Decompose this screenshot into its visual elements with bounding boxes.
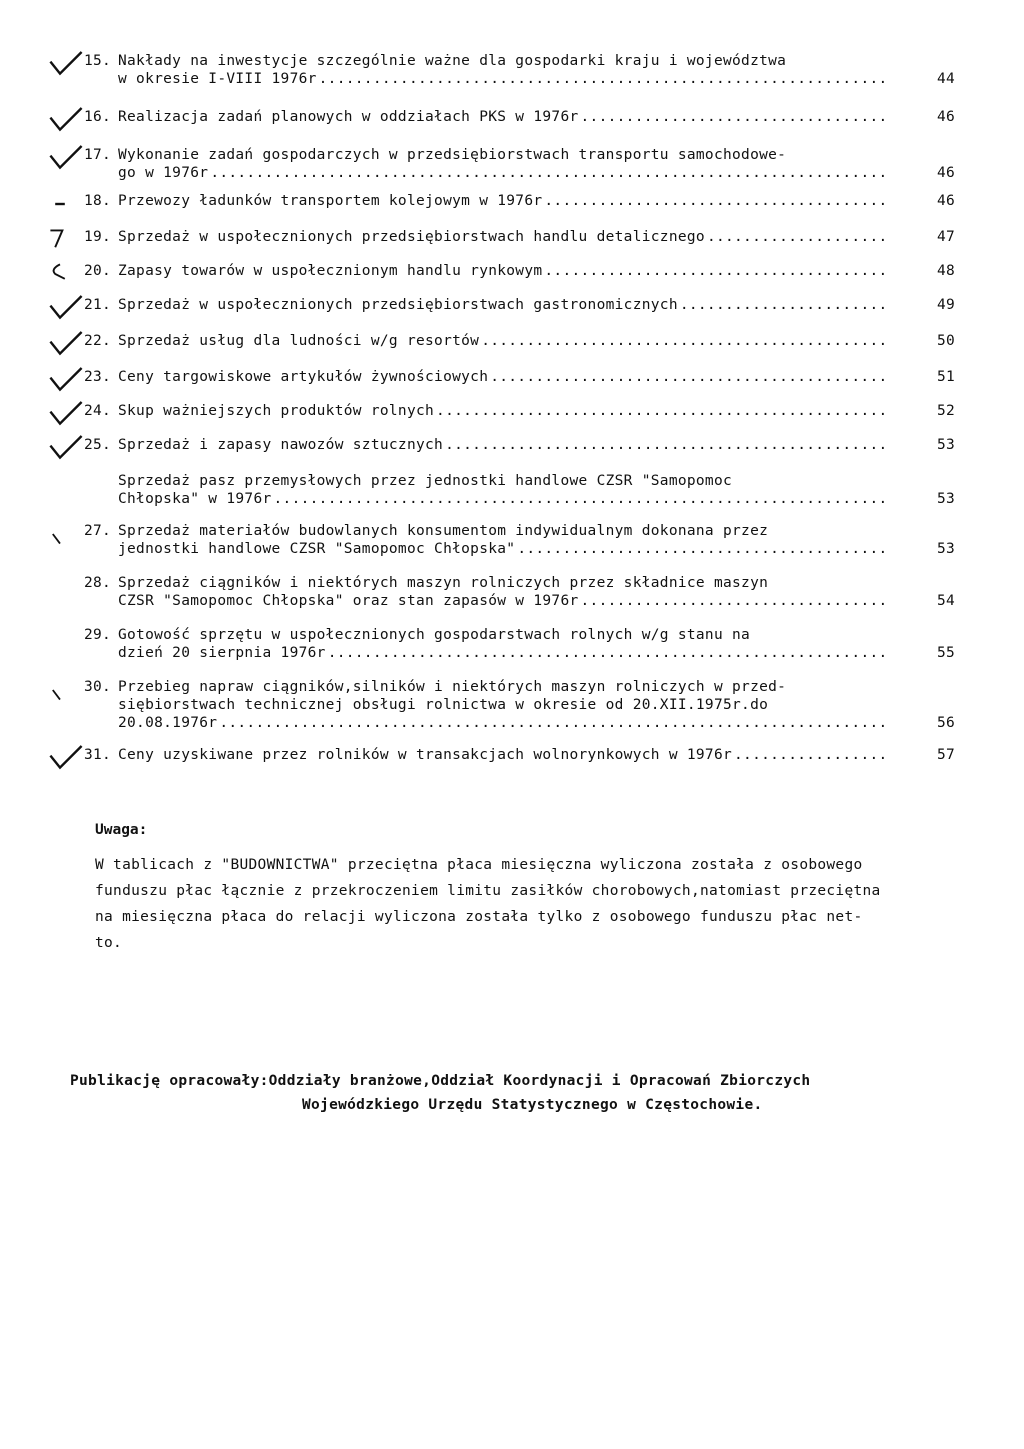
toc-entry-number: 29. (84, 627, 112, 643)
toc-entry-title (118, 436, 888, 454)
toc-entry-page-number: 53 (936, 491, 955, 507)
toc-entry-title (118, 402, 888, 420)
dot-leader (436, 402, 888, 420)
credits-line-2: Wojewódzkiego Urzędu Statystycznego w Częstochowie. (302, 1097, 763, 1113)
toc-entry-title-line: Wykonanie zadań gospodarczych w przedsiębiorstwach transportu samochodowe- (118, 147, 787, 163)
toc-entry-number: 17. (84, 147, 112, 163)
toc-entry-title (118, 472, 888, 508)
toc-entry-title-line: jednostki handlowe CZSR "Samopomoc Chłopska" (118, 541, 516, 557)
dot-leader (490, 368, 888, 386)
toc-entry-title (118, 146, 888, 182)
toc-entry-number: 28. (84, 575, 112, 591)
handwritten-check-mark-icon (48, 678, 84, 702)
toc-entry-page-number: 56 (936, 715, 955, 731)
toc-entry-title (118, 678, 888, 732)
toc-entry-page-number: 46 (936, 109, 955, 125)
toc-entry-title-line: 20.08.1976r (118, 715, 218, 731)
toc-entry-number: 27. (84, 523, 112, 539)
dot-leader (581, 592, 888, 610)
toc-entry-title-line: Przewozy ładunków transportem kolejowym w 1976r (118, 193, 543, 209)
dot-leader (517, 540, 888, 558)
toc-entry-title-line: Sprzedaż materiałów budowlanych konsumentom indywidualnym dokonana przez (118, 523, 769, 539)
toc-entry-title (118, 746, 888, 764)
toc-entry-title (118, 522, 888, 558)
toc-entry-title-line: Nakłady na inwestycje szczególnie ważne dla gospodarki kraju i województwa (118, 53, 787, 69)
handwritten-check-mark-icon (48, 108, 84, 132)
toc-entry-title-line: Sprzedaż i zapasy nawozów sztucznych (118, 437, 444, 453)
handwritten-check-mark-icon (48, 574, 84, 598)
dot-leader (707, 228, 888, 246)
toc-entry-title-line: Sprzedaż w uspołecznionych przedsiębiorstwach gastronomicznych (118, 297, 678, 313)
dot-leader (680, 296, 888, 314)
note-line: to. (95, 935, 123, 951)
toc-entry-number: 30. (84, 679, 112, 695)
toc-entry-title (118, 52, 888, 88)
note-line: na miesięczna płaca do relacji wyliczona została tylko z osobowego funduszu płac net- (95, 909, 863, 925)
toc-entry-title-line: Sprzedaż w uspołecznionych przedsiębiorstwach handlu detalicznego (118, 229, 705, 245)
toc-entry-page-number: 51 (936, 369, 955, 385)
dot-leader (581, 108, 888, 126)
toc-entry-title-line: w okresie I-VIII 1976r (118, 71, 317, 87)
toc-entry-title-line: Sprzedaż pasz przemysłowych przez jednostki handlowe CZSR "Samopomoc (118, 473, 733, 489)
toc-entry-title-line: dzień 20 sierpnia 1976r (118, 645, 326, 661)
toc-entry-number: 20. (84, 263, 112, 279)
handwritten-check-mark-icon (48, 262, 84, 286)
toc-entry-title-line: Zapasy towarów w uspołecznionym handlu rynkowym (118, 263, 543, 279)
note-line: W tablicach z "BUDOWNICTWA" przeciętna płaca miesięczna wyliczona została z osobowego (95, 857, 863, 873)
toc-entry-page-number: 47 (936, 229, 955, 245)
toc-entry-page-number: 46 (936, 193, 955, 209)
toc-entry-title-line: Sprzedaż ciągników i niektórych maszyn rolniczych przez składnice maszyn (118, 575, 769, 591)
dot-leader (544, 262, 888, 280)
toc-entry-page-number: 53 (936, 437, 955, 453)
note-title: Uwaga: (95, 822, 148, 838)
handwritten-check-mark-icon (48, 146, 84, 170)
handwritten-check-mark-icon (48, 402, 84, 426)
toc-entry-number: 22. (84, 333, 112, 349)
toc-entry-title (118, 192, 888, 210)
publication-credits (70, 1073, 970, 1113)
toc-entry-title-line: siębiorstwach technicznej obsługi rolnictwa w okresie od 20.XII.1975r.do (118, 697, 769, 713)
handwritten-check-mark-icon (48, 436, 84, 460)
toc-entry-page-number: 53 (936, 541, 955, 557)
dot-leader (210, 164, 888, 182)
toc-entry-title (118, 368, 888, 386)
handwritten-check-mark-icon (48, 296, 84, 320)
handwritten-check-mark-icon (48, 332, 84, 356)
dot-leader (544, 192, 888, 210)
toc-entry-number: 31. (84, 747, 112, 763)
toc-entry-number: 19. (84, 229, 112, 245)
toc-entry-title-line: Przebieg napraw ciągników,silników i niektórych maszyn rolniczych w przed- (118, 679, 787, 695)
toc-entry-title-line: go w 1976r (118, 165, 209, 181)
dot-leader (445, 436, 888, 454)
dot-leader (274, 490, 888, 508)
handwritten-check-mark-icon (48, 522, 84, 546)
toc-entry-title (118, 574, 888, 610)
credits-line-1: Publikację opracowały:Oddziały branżowe,Oddział Koordynacji i Opracowań Zbiorczych (70, 1073, 811, 1089)
toc-entry-number: 18. (84, 193, 112, 209)
handwritten-check-mark-icon (48, 192, 84, 216)
toc-entry-title-line: Ceny targowiskowe artykułów żywnościowych (118, 369, 489, 385)
toc-entry-page-number: 57 (936, 747, 955, 763)
toc-entry-page-number: 54 (936, 593, 955, 609)
toc-entry-title-line: Realizacja zadań planowych w oddziałach PKS w 1976r (118, 109, 579, 125)
toc-entry-page-number: 44 (936, 71, 955, 87)
toc-entry-number: 25. (84, 437, 112, 453)
dot-leader (219, 714, 888, 732)
toc-entry-number: 15. (84, 53, 112, 69)
toc-entry-page-number: 48 (936, 263, 955, 279)
toc-entry-number: 16. (84, 109, 112, 125)
handwritten-check-mark-icon (48, 368, 84, 392)
toc-entry-title-line: CZSR "Samopomoc Chłopska" oraz stan zapasów w 1976r (118, 593, 579, 609)
toc-entry-number: 23. (84, 369, 112, 385)
note-body (95, 852, 965, 956)
dot-leader (319, 70, 888, 88)
dot-leader (734, 746, 888, 764)
dot-leader (328, 644, 888, 662)
note-line: funduszu płac łącznie z przekroczeniem limitu zasiłków chorobowych,natomiast przeciętna (95, 883, 881, 899)
toc-entry-page-number: 52 (936, 403, 955, 419)
toc-entry-title (118, 108, 888, 126)
handwritten-check-mark-icon (48, 626, 84, 650)
toc-entry-page-number: 50 (936, 333, 955, 349)
handwritten-check-mark-icon (48, 228, 84, 252)
toc-entry-page-number: 46 (936, 165, 955, 181)
toc-entry-title-line: Skup ważniejszych produktów rolnych (118, 403, 435, 419)
toc-entry-page-number: 49 (936, 297, 955, 313)
toc-entry-title (118, 262, 888, 280)
toc-entry-number: 24. (84, 403, 112, 419)
toc-entry-title-line: Gotowość sprzętu w uspołecznionych gospodarstwach rolnych w/g stanu na (118, 627, 751, 643)
toc-entry-title (118, 296, 888, 314)
handwritten-check-mark-icon (48, 746, 84, 770)
toc-entry-title (118, 626, 888, 662)
dot-leader (481, 332, 888, 350)
toc-entry-page-number: 55 (936, 645, 955, 661)
handwritten-check-mark-icon (48, 472, 84, 496)
toc-entry-title-line: Chłopska" w 1976r (118, 491, 272, 507)
toc-entry-title-line: Ceny uzyskiwane przez rolników w transakcjach wolnorynkowych w 1976r (118, 747, 733, 763)
handwritten-check-mark-icon (48, 52, 84, 76)
toc-entry-number: 21. (84, 297, 112, 313)
toc-entry-title (118, 332, 888, 350)
toc-entry-title-line: Sprzedaż usług dla ludności w/g resortów (118, 333, 480, 349)
toc-entry-title (118, 228, 888, 246)
